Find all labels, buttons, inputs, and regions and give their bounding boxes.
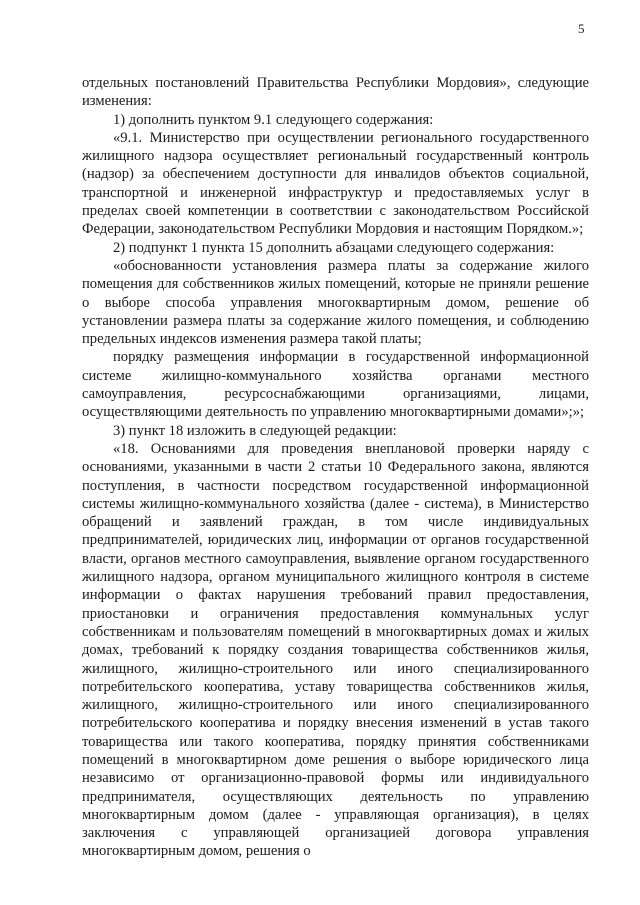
paragraph-clause-18: «18. Основаниями для проведения внеплановой проверки наряду с основаниями, указанными в части 2 статьи 10 Федерального закона, являются поступления, в частности посредством государственной информационной системы жилищно-коммунального хозяйства (далее - система), в Министерство обращений и заявлений граждан, в том числе индивидуальных предпринимателей, юридических лиц, информации от органов государственной власти, органов местного самоуправления, выявление органом государственного жилищного надзора, органом муниципального жилищного контроля в системе информации о фактах нарушения требований правил предоставления, приостановки и ограничения предоставления коммунальных услуг собственникам и пользователям помещений в многоквартирных домах и жилых домах, требований к порядку создания товарищества собственников жилья, жилищного, жилищно-строительного или иного специализированного потребительского кооператива, уставу товарищества собственников жилья, жилищного, жилищно-строительного или иного специализированного потребительского кооператива и порядку внесения изменений в устав такого товарищества или такого кооператива, порядку принятия собственниками помещений в многоквартирном доме решения о выборе юридического лица независимо от организационно-правовой формы или индивидуального предпринимателя, осуществляющих деятельность по управлению многоквартирным домом (далее - управляющая организация), в целях заключения с управляющей организацией договора управления многоквартирным домом, решения о bbox=[82, 440, 589, 860]
paragraph-clause-9-1: «9.1. Министерство при осуществлении регионального государственного жилищного надзора осуществляет региональный государственный контроль (надзор) за обеспечением доступности для инвалидов объектов социальной, транспортной и инженерной инфраструктур и предоставляемых услуг в пределах своей компетенции в соответствии с законодательством Российской Федерации, законодательством Республики Мордовия и настоящим Порядком.»; bbox=[82, 129, 589, 238]
page-number: 5 bbox=[578, 21, 585, 36]
paragraph-quote-information: порядку размещения информации в государственной информационной системе жилищно-коммунального хозяйства органами местного самоуправления, ресурсоснабжающими организациями, лицами, осуществляющими деятельность по управлению многоквартирными домами»;»; bbox=[82, 349, 589, 421]
paragraph-intro-continuation: отдельных постановлений Правительства Республики Мордовия», следующие изменения: bbox=[82, 75, 589, 110]
paragraph-quote-justification: «обоснованности установления размера платы за содержание жилого помещения для собственников жилых помещений, которые не приняли решение о выборе способа управления многоквартирным домом, решение об установлении размера платы за содержание жилого помещения, и соблюдению предельных индексов изменения размера такой платы; bbox=[82, 257, 589, 348]
paragraph-item-1: 1) дополнить пунктом 9.1 следующего содержания: bbox=[113, 111, 434, 128]
paragraph-item-3: 3) пункт 18 изложить в следующей редакции: bbox=[113, 422, 397, 439]
paragraph-item-2: 2) подпункт 1 пункта 15 дополнить абзацами следующего содержания: bbox=[113, 239, 555, 256]
document-body bbox=[82, 74, 589, 861]
